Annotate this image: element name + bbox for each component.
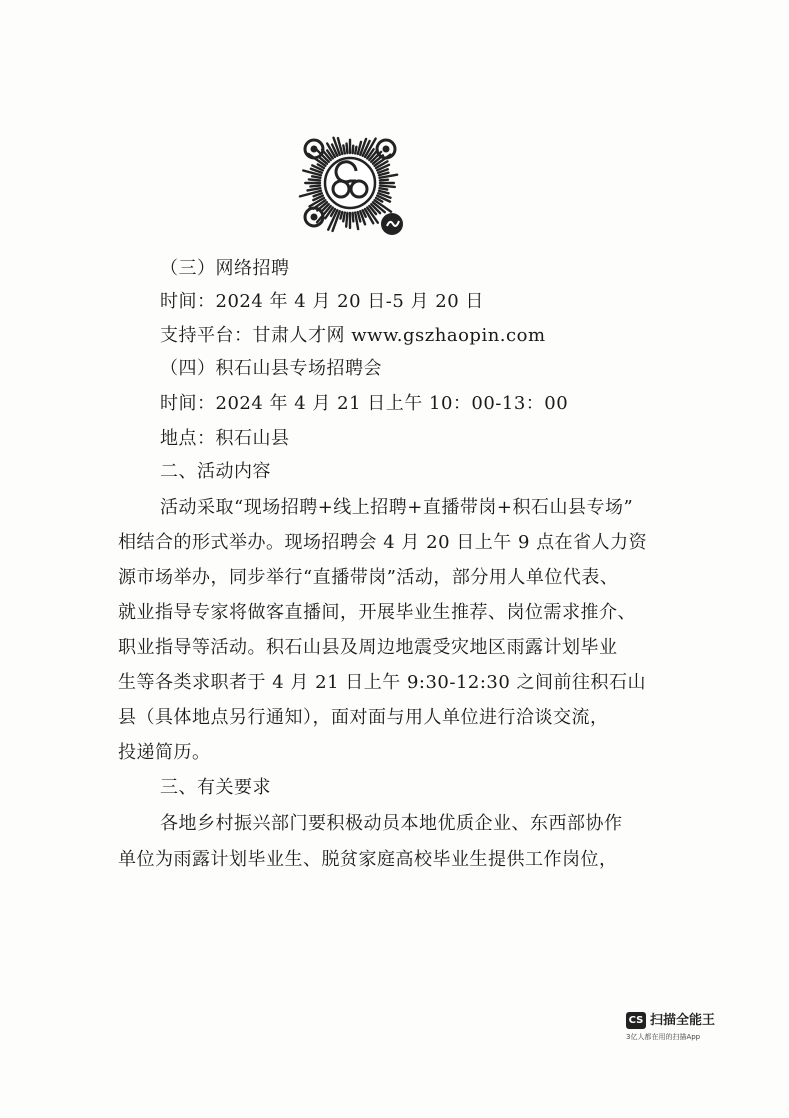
qr-ray — [380, 186, 395, 187]
paragraph-line: 县（具体地点另行通知），面对面与用人单位进行洽谈交流， — [118, 707, 609, 728]
qr-ray — [308, 188, 321, 190]
section-heading-special-fair: （四）积石山县专场招聘会 — [160, 358, 382, 379]
paragraph-line: 各地乡村振兴部门要积极动员本地优质企业、东西部协作 — [160, 813, 623, 834]
camscanner-logo-icon: CS — [626, 1012, 646, 1029]
paragraph-line: 职业指导等活动。积石山县及周边地震受灾地区雨露计划毕业 — [118, 637, 618, 658]
qr-ray — [343, 145, 344, 153]
mini-program-qr-code-icon — [294, 127, 406, 239]
qr-ray — [309, 179, 320, 180]
qr-ray — [312, 176, 320, 177]
paragraph-line: 源市场举办，同步举行“直播带岗”活动，部分用人单位代表、 — [118, 567, 619, 588]
special-fair-time: 时间：2024 年 4 月 21 日上午 10：00-13：00 — [160, 393, 569, 414]
special-fair-location: 地点：积石山县 — [160, 428, 290, 449]
section-heading-requirements: 三、有关要求 — [160, 777, 271, 798]
watermark-tagline: 3亿人都在用的扫描App — [626, 1033, 701, 1041]
network-time: 时间：2024 年 4 月 20 日-5 月 20 日 — [160, 291, 484, 312]
paragraph-line: 生等各类求职者于 4 月 21 日上午 9:30-12:30 之间前往积石山 — [118, 672, 647, 693]
qr-ray — [380, 180, 388, 181]
section-heading-activity: 二、活动内容 — [160, 461, 271, 482]
watermark-app-name: 扫描全能王 — [650, 1013, 716, 1028]
section-heading-network: （三）网络招聘 — [160, 258, 290, 279]
paragraph-line: 就业指导专家将做客直播间，开展毕业生推荐、岗位需求推介、 — [118, 602, 636, 623]
qr-ray — [347, 144, 348, 154]
paragraph-line: 单位为雨露计划毕业生、脱贫家庭高校毕业生提供工作岗位， — [118, 849, 618, 870]
paragraph-line: 相结合的形式举办。现场招聘会 4 月 20 日上午 9 点在省人力资 — [118, 532, 648, 553]
qr-ray — [353, 213, 354, 221]
qr-ray — [343, 213, 345, 222]
paragraph-line: 投递简历。 — [118, 742, 211, 763]
qr-ray — [310, 186, 320, 187]
qr-ray — [346, 213, 347, 227]
qr-ray — [340, 212, 342, 219]
scanner-watermark — [626, 1010, 726, 1046]
qr-ray — [353, 146, 354, 153]
paragraph-line: 活动采取“现场招聘+线上招聘+直播带岗+积石山县专场” — [160, 497, 634, 518]
network-platform: 支持平台：甘肃人才网 www.gszhaopin.com — [160, 325, 546, 346]
qr-ray — [380, 188, 388, 189]
qr-ray — [355, 147, 356, 154]
